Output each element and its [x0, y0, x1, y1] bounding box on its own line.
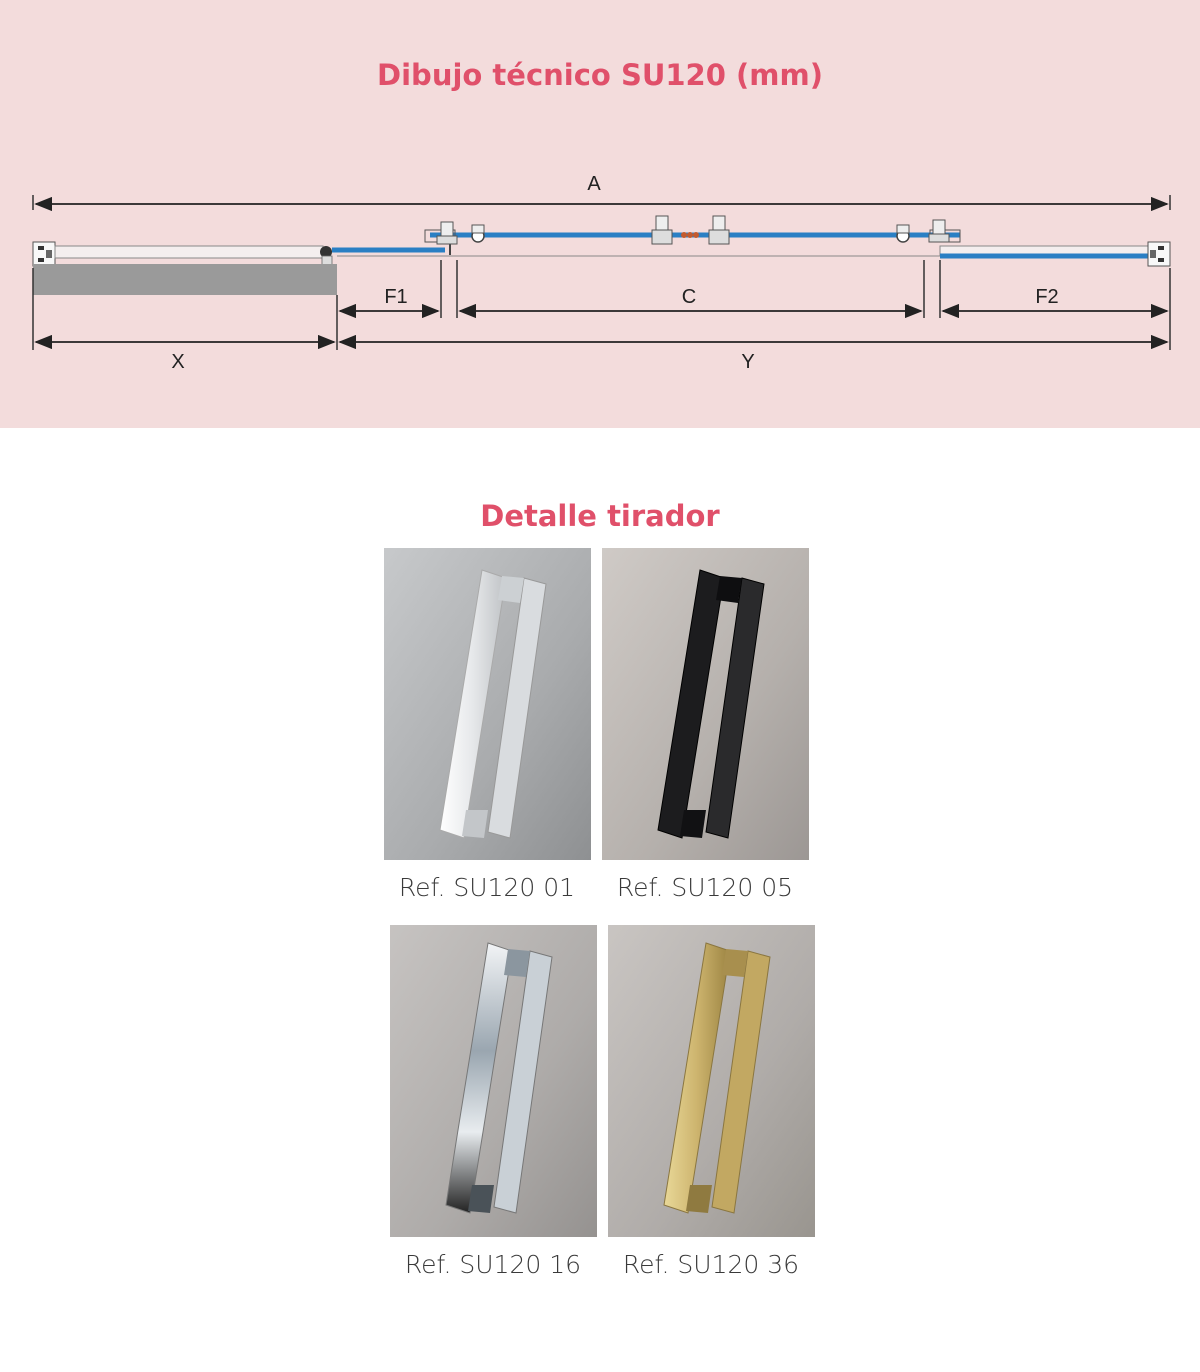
- dimension-a-label: A: [587, 173, 601, 195]
- dimension-c: [460, 286, 921, 311]
- handle-photo-36: [608, 925, 815, 1237]
- technical-drawing-section: [0, 0, 1200, 428]
- fixed-panel-wall: [33, 264, 337, 295]
- dimension-f2-label: F2: [1035, 286, 1059, 308]
- roller-4: [929, 220, 949, 242]
- roller-2: [472, 225, 484, 242]
- right-wall-profile: [1148, 242, 1170, 266]
- technical-drawing-title: Dibujo técnico SU120 (mm): [377, 58, 823, 92]
- handle-fixing-left: [652, 216, 672, 244]
- dimension-y-label: Y: [741, 351, 755, 373]
- technical-drawing: [0, 150, 1200, 410]
- left-wall-profile: [33, 242, 55, 266]
- handle-caption-05: Ref. SU120 05: [616, 873, 794, 902]
- handle-photo-05: [602, 548, 809, 860]
- dimension-a: [33, 173, 1170, 210]
- dimension-f1-label: F1: [384, 286, 408, 308]
- handle-detail-title: Detalle tirador: [480, 499, 720, 533]
- dimension-f1: [340, 286, 438, 311]
- handle-caption-16: Ref. SU120 16: [404, 1250, 582, 1279]
- handle-caption-01: Ref. SU120 01: [398, 873, 576, 902]
- fixed-panel-rail: [55, 246, 323, 258]
- dimension-y: [340, 342, 1167, 373]
- handle-fixing-right: [709, 216, 729, 244]
- handle-photo-16: [390, 925, 597, 1237]
- dimension-c-label: C: [681, 286, 697, 308]
- handle-center: [681, 232, 699, 238]
- handle-photo-01: [384, 548, 591, 860]
- dimension-f2: [943, 286, 1167, 311]
- dimension-x-label: X: [171, 351, 185, 373]
- dimension-x: [36, 342, 334, 373]
- handle-caption-36: Ref. SU120 36: [622, 1250, 800, 1279]
- roller-3: [897, 225, 909, 242]
